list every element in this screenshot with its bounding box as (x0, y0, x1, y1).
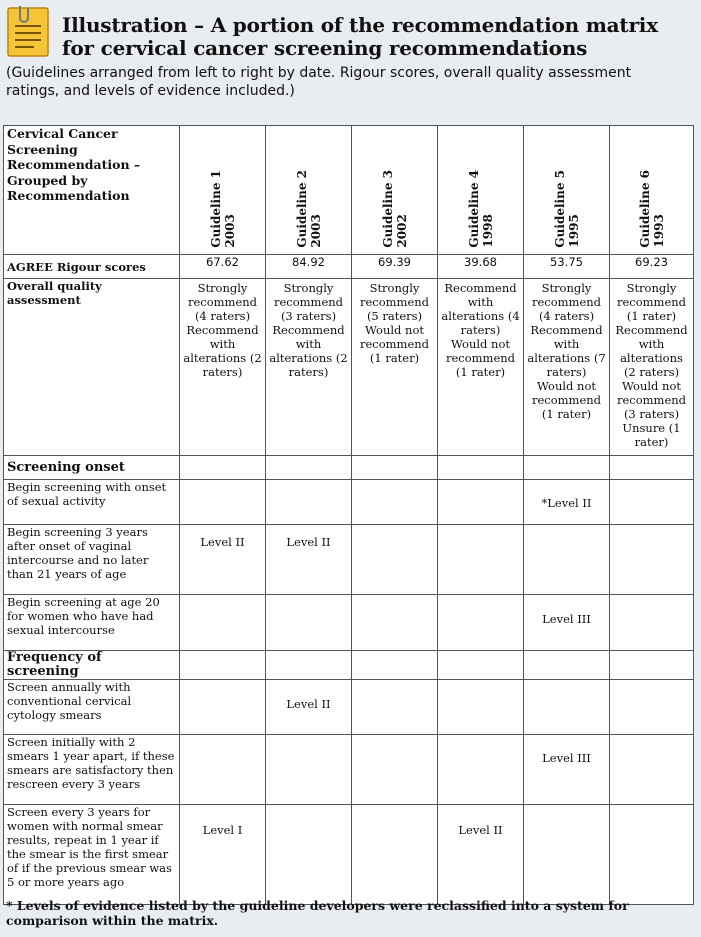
level-cell (183, 595, 262, 612)
table-row (4, 805, 694, 905)
level-cell (527, 680, 606, 697)
row-label: Begin screening at age 20 for women who have had sexual intercourse (4, 595, 180, 651)
agree-score: 53.75 (524, 255, 610, 279)
header-label: Cervical Cancer Screening Recommendation – Grouped by Recommendation (4, 126, 180, 255)
footnote: * Levels of evidence listed by the guideline developers were reclassified into a system for comparison within the matrix. (6, 898, 629, 928)
level-cell (441, 480, 520, 490)
guideline-1-header: Guideline 1 2003 (180, 126, 266, 255)
agree-row (4, 255, 694, 279)
quality-cell: Strongly recommend (5 raters) Would not recommend (1 rater) (352, 279, 438, 456)
level-cell: Level III (542, 612, 591, 626)
quality-cell: Strongly recommend (1 rater) Recommend with alterations (2 raters) Would not recommend (3 raters) Unsure (1 rater) (610, 279, 694, 456)
agree-score: 69.23 (610, 255, 694, 279)
level-cell: Level I (202, 823, 243, 837)
agree-score: 39.68 (438, 255, 524, 279)
level-cell: Level II (286, 535, 331, 549)
level-cell (613, 525, 690, 535)
quality-row (4, 279, 694, 456)
agree-score: 84.92 (266, 255, 352, 279)
row-label: Begin screening with onset of sexual activity (4, 480, 180, 525)
quality-cell: Strongly recommend (4 raters) Recommend with alterations (7 raters) Would not recommend (1 rater) (524, 279, 610, 456)
level-cell (269, 480, 348, 490)
quality-cell: Recommend with alterations (4 raters) Would not recommend (1 rater) (438, 279, 524, 456)
level-cell (355, 735, 434, 751)
agree-score: 69.39 (352, 255, 438, 279)
level-cell (441, 595, 520, 612)
level-cell (355, 480, 434, 490)
level-cell (613, 595, 690, 612)
level-cell (613, 680, 690, 697)
level-cell (355, 680, 434, 697)
level-cell (613, 480, 690, 490)
table-row (4, 525, 694, 595)
section-row (4, 651, 694, 680)
level-cell (183, 735, 262, 751)
level-cell (441, 525, 520, 535)
guideline-3-header: Guideline 3 2002 (352, 126, 438, 255)
table-row (4, 595, 694, 651)
page-subtitle: (Guidelines arranged from left to right by date. Rigour scores, overall quality assessment ratings, and levels of evidence included.) (6, 65, 632, 99)
level-cell (183, 480, 262, 490)
level-cell (355, 805, 434, 823)
level-cell (269, 805, 348, 823)
level-cell (183, 680, 262, 697)
header-row (4, 126, 694, 255)
section-heading: Screening onset (4, 456, 180, 480)
level-cell (527, 805, 606, 823)
row-label: Begin screening 3 years after onset of vaginal intercourse and no later than 21 years of age (4, 525, 180, 595)
level-cell: Level II (200, 535, 245, 549)
level-cell (613, 805, 690, 823)
quality-label: Overall quality assessment (4, 279, 180, 456)
guideline-4-header: Guideline 4 1998 (438, 126, 524, 255)
level-cell (613, 735, 690, 751)
level-cell: *Level II (541, 496, 592, 510)
recommendation-matrix (3, 125, 694, 905)
quality-cell: Strongly recommend (4 raters) Recommend with alterations (2 raters) (180, 279, 266, 456)
note-icon (6, 4, 50, 58)
row-label: Screen annually with conventional cervical cytology smears (4, 680, 180, 735)
level-cell (269, 735, 348, 751)
section-row (4, 456, 694, 480)
section-heading: Frequency of screening (4, 651, 180, 680)
guideline-5-header: Guideline 5 1995 (524, 126, 610, 255)
level-cell (355, 595, 434, 612)
table-row (4, 735, 694, 805)
level-cell: Level III (542, 751, 591, 765)
level-cell (527, 525, 606, 535)
guideline-2-header: Guideline 2 2003 (266, 126, 352, 255)
level-cell (441, 735, 520, 751)
page-title: Illustration – A portion of the recommendation matrix for cervical cancer screening recommendations (62, 13, 658, 60)
row-label: Screen every 3 years for women with normal smear results, repeat in 1 year if the smear is the first smear of if the previous smear was 5 or more years ago (4, 805, 180, 905)
agree-score: 67.62 (180, 255, 266, 279)
level-cell: Level II (458, 823, 503, 837)
agree-label: AGREE Rigour scores (4, 255, 180, 279)
guideline-6-header: Guideline 6 1993 (610, 126, 694, 255)
quality-cell: Strongly recommend (3 raters) Recommend with alterations (2 raters) (266, 279, 352, 456)
level-cell (441, 680, 520, 697)
level-cell (355, 525, 434, 535)
table-row (4, 480, 694, 525)
level-cell: Level II (286, 697, 331, 711)
table-row (4, 680, 694, 735)
level-cell (269, 595, 348, 612)
row-label: Screen initially with 2 smears 1 year apart, if these smears are satisfactory then rescreen every 3 years (4, 735, 180, 805)
